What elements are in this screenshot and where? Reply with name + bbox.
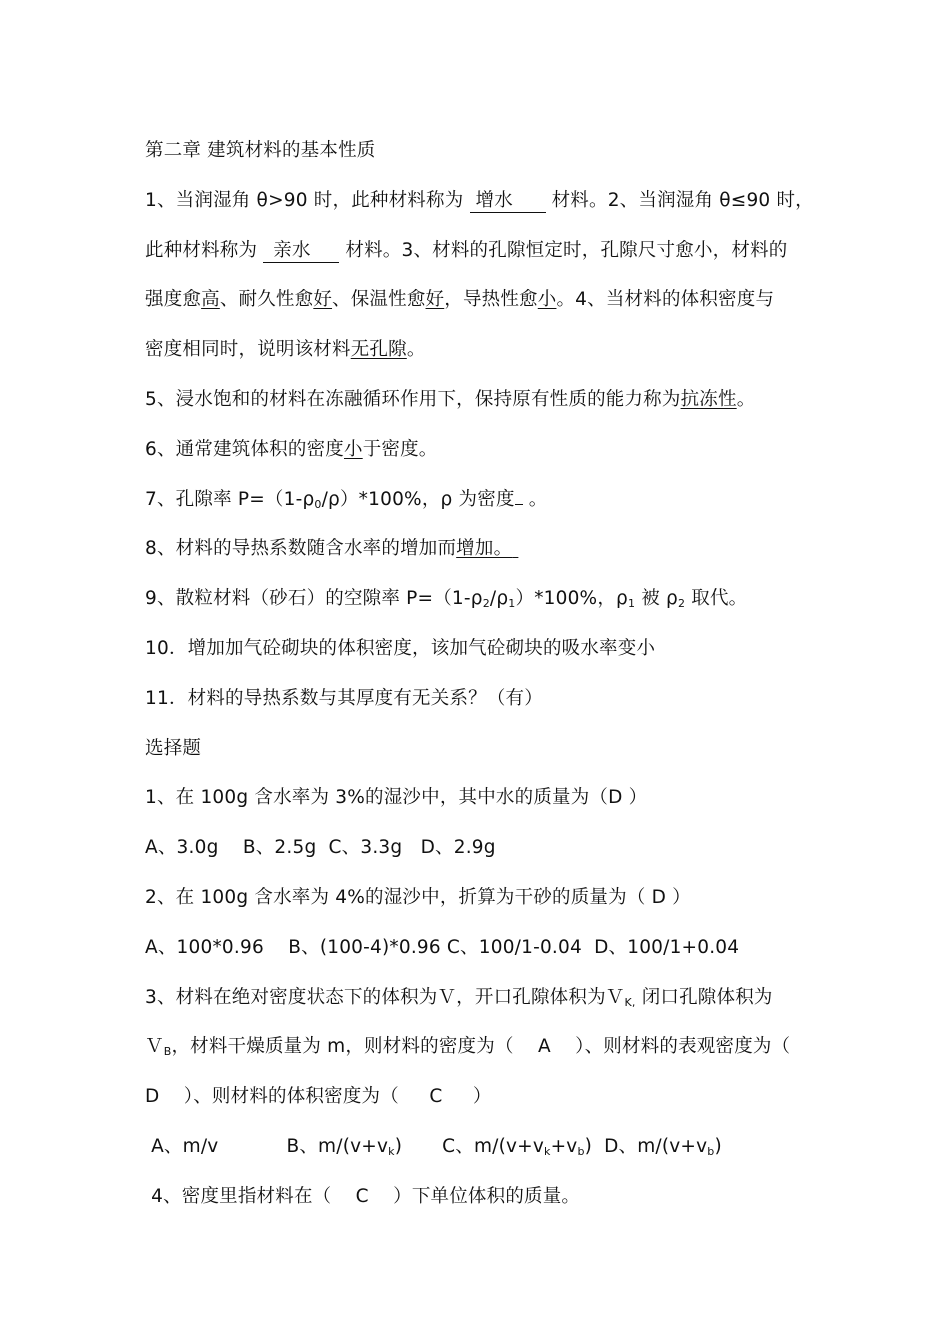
q5-text: 5、浸水饱和的材料在冻融循环作用下，保持原有性质的能力称为	[145, 388, 681, 410]
c3-option-a: A、m/v	[145, 1135, 219, 1157]
section-heading-choice	[145, 730, 815, 780]
q9-text-4: 被 ρ	[635, 588, 678, 610]
q6-answer: 小	[343, 438, 363, 460]
question-10-line	[145, 630, 815, 680]
q3-text: 强度愈	[145, 289, 202, 311]
q9-subscript-2: 1	[508, 597, 516, 611]
q7-text: 7、孔隙率 P=（1-ρ	[145, 488, 315, 510]
q3-text-5: 。4、当材料的体积密度与	[556, 289, 775, 311]
q9-subscript-3: 1	[627, 597, 636, 611]
c2-text: 2、在 100g 含水率为 4%的湿沙中，折算为干砂的质量为（ D ）	[145, 886, 691, 908]
choice-2-line	[145, 879, 815, 929]
c2-options-text: A、100*0.96 B、(100-4)*0.96 C、100/1-0.04 D、100/1+0.04	[145, 936, 740, 958]
q6-text: 6、通常建筑体积的密度	[145, 438, 344, 460]
choice-1-line	[145, 779, 815, 829]
choice-1-options	[145, 829, 815, 879]
choice-3-options	[145, 1128, 815, 1178]
question-5-line	[145, 381, 815, 431]
q7-text-end: 。	[522, 488, 548, 510]
q9-text-3: ）*100%，ρ	[515, 588, 628, 610]
q7-subscript: 0	[314, 497, 322, 511]
choice-4-line	[145, 1178, 815, 1228]
c3-subscript-b: B	[163, 1045, 172, 1059]
q2-text-end: 材料。3、材料的孔隙恒定时，孔隙尺寸愈小，材料的	[345, 239, 788, 261]
q4-text: 密度相同时，说明该材料	[145, 339, 351, 361]
q9-text-2: /ρ	[489, 588, 509, 610]
q4-answer: 无孔隙	[350, 339, 407, 361]
q6-text-end: 于密度。	[362, 438, 438, 460]
q7-text-2: /ρ）*100%，ρ 为密度	[321, 488, 515, 510]
q9-subscript-1: 2	[482, 597, 490, 611]
q3-answer-conductivity: 小	[537, 289, 557, 311]
q1-text: 1、当润湿角 θ>90 时，此种材料称为	[145, 189, 464, 211]
q5-answer: 抗冻性	[680, 388, 737, 410]
q1-text-end: 材料。2、当润湿角 θ≤90 时，	[551, 189, 814, 211]
q3-answer-durability: 好	[313, 289, 333, 311]
c3-text-3: D ）、则材料的体积密度为（ C ）	[145, 1086, 492, 1108]
c3-text-2: Ｖ	[145, 1036, 164, 1058]
q8-answer: 增加。	[456, 538, 513, 560]
chapter-title-text: 第二章 建筑材料的基本性质	[145, 140, 376, 161]
choice-3-line-3	[145, 1078, 815, 1128]
question-6-line	[145, 431, 815, 481]
question-8-line	[145, 530, 815, 580]
q1-answer: 增水	[470, 190, 546, 213]
c3-text-1-end: 闭口孔隙体积为	[635, 986, 773, 1008]
q3-answer-strength: 高	[201, 289, 220, 311]
q3-text-2: 、耐久性愈	[219, 289, 314, 311]
question-3-line	[145, 281, 815, 331]
q3-text-3: 、保温性愈	[332, 289, 426, 311]
q4-text-end: 。	[406, 339, 426, 361]
q9-text-end: 取代。	[685, 588, 748, 610]
c3-option-b: B、$m/(v+v_k)$	[286, 1135, 403, 1158]
question-9-line	[145, 580, 815, 630]
question-11-line	[145, 680, 815, 730]
c4-text: 4、密度里指材料在（ C ）下单位体积的质量。	[145, 1185, 581, 1207]
q8-text: 8、材料的导热系数随含水率的增加而	[145, 538, 457, 560]
q9-text: 9、散粒材料（砂石）的空隙率 P=（1-ρ	[145, 588, 483, 610]
c3-option-c: C、$m/(v+v_k+v_b)$	[442, 1135, 593, 1158]
section-choice-text: 选择题	[145, 737, 202, 759]
c3-subscript-k: K,	[624, 995, 636, 1009]
q9-subscript-4: 2	[678, 597, 686, 611]
c1-options-text: A、3.0g B、2.5g C、3.3g D、2.9g	[145, 837, 496, 859]
q10-text: 10．增加加气砼砌块的体积密度，该加气砼砌块的吸水率变小	[145, 637, 656, 659]
q3-text-4: ，导热性愈	[444, 289, 538, 311]
q3-answer-insulation: 好	[425, 289, 445, 311]
q2-answer: 亲水	[263, 240, 339, 263]
c1-text: 1、在 100g 含水率为 3%的湿沙中，其中水的质量为（D ）	[145, 787, 648, 809]
q8-answer-trail	[512, 538, 518, 559]
choice-3-line-1	[145, 979, 815, 1029]
c3-option-d: D、$m/(v+v_b)$	[604, 1135, 722, 1158]
question-1-line	[145, 182, 815, 232]
document-body	[145, 132, 815, 1228]
c3-text-1: 3、材料在绝对密度状态下的体积为Ｖ，开口孔隙体积为Ｖ	[145, 986, 625, 1008]
q7-answer-blank	[515, 504, 523, 505]
question-7-line	[145, 481, 815, 531]
question-4-line	[145, 331, 815, 381]
q2-text: 此种材料称为	[145, 239, 258, 261]
question-2-line	[145, 232, 815, 282]
chapter-title	[145, 132, 815, 182]
choice-3-line-2	[145, 1028, 815, 1078]
q11-text: 11．材料的导热系数与其厚度有无关系？（有）	[145, 687, 543, 709]
q5-text-end: 。	[736, 388, 756, 410]
choice-2-options	[145, 929, 815, 979]
c3-text-2-end: ，材料干燥质量为 m，则材料的密度为（ A ）、则材料的表观密度为（	[171, 1036, 791, 1058]
